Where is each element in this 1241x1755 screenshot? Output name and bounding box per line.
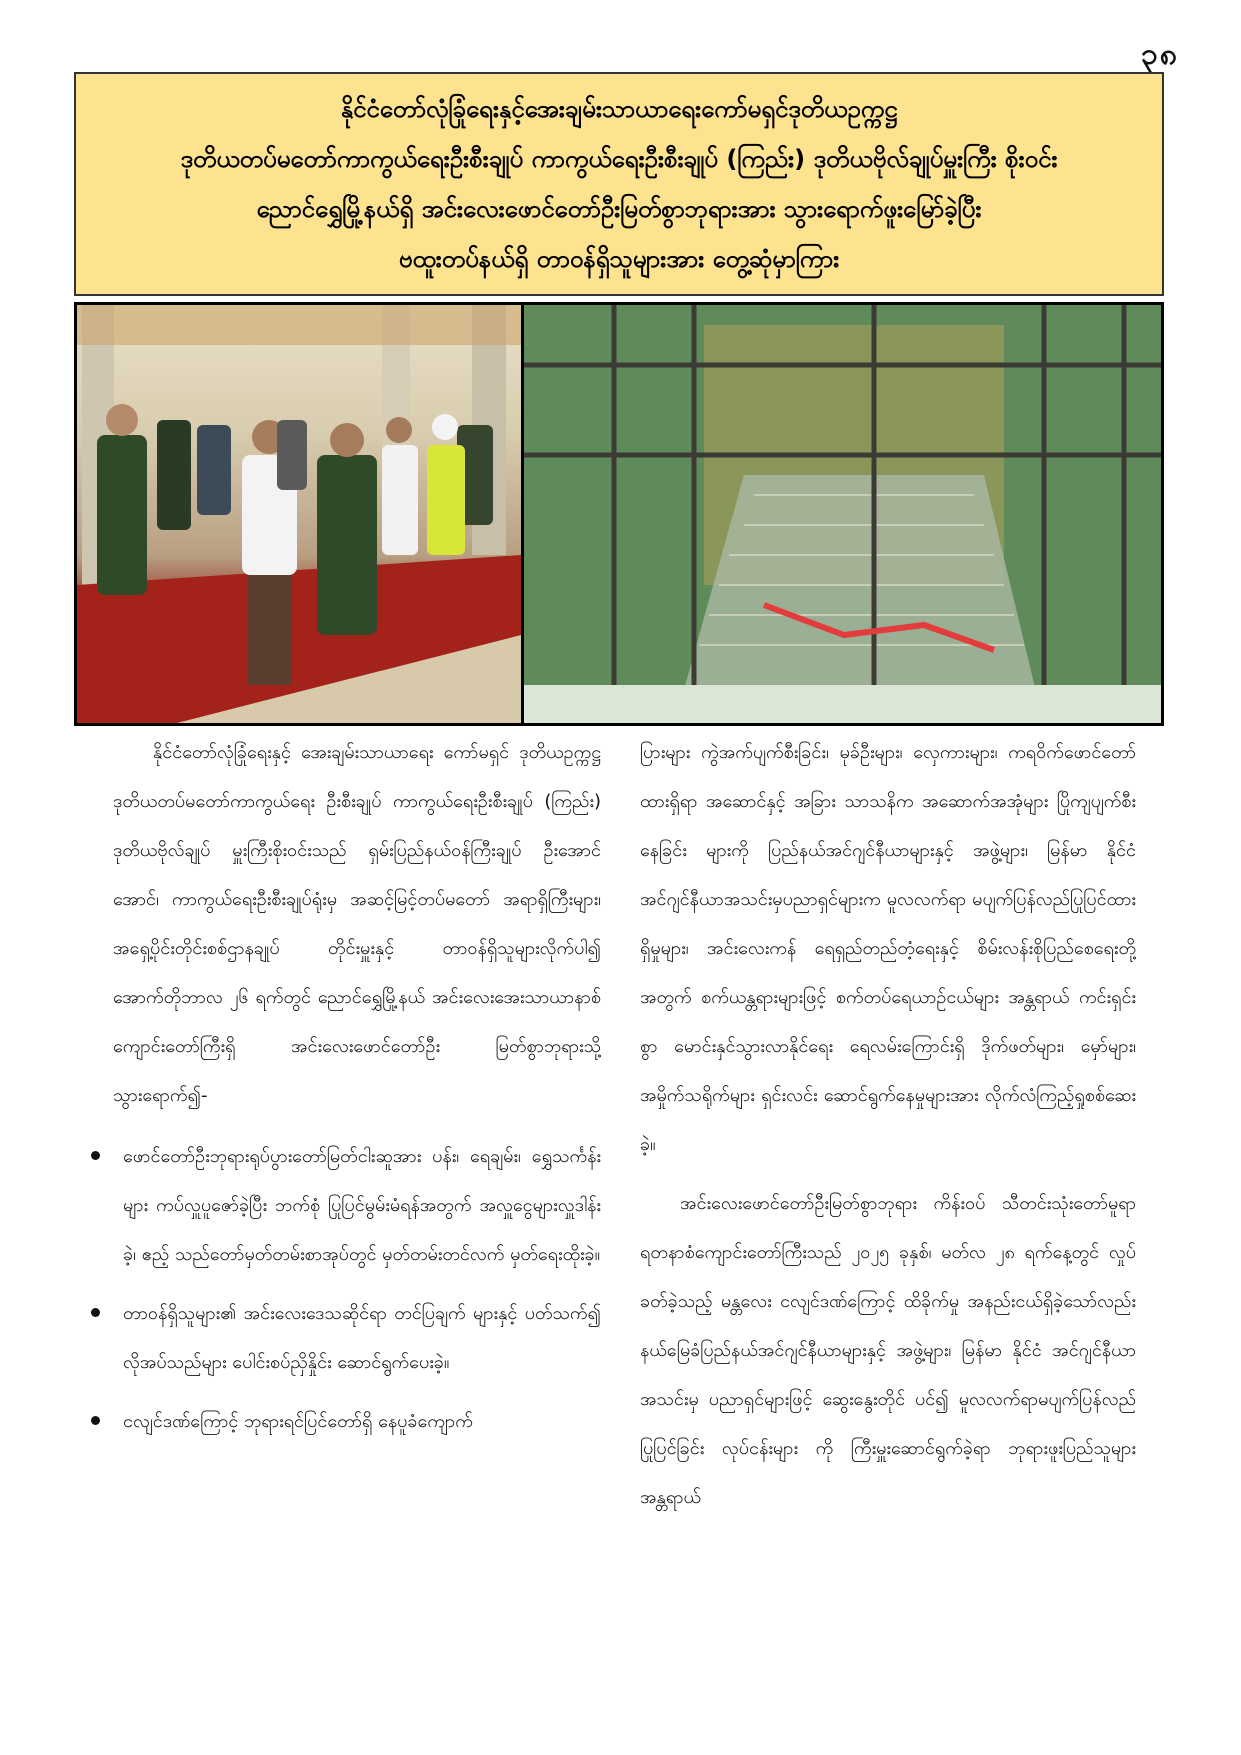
left-column	[113, 728, 601, 1456]
visit-delegation-photo	[77, 305, 524, 723]
right-column	[640, 728, 1136, 1522]
headline-box	[74, 72, 1164, 296]
photo-strip	[74, 302, 1164, 726]
bullet-item	[91, 1397, 601, 1446]
bullet-text: ငလျင်ဒဏ်ကြောင့် ဘုရားရင်ပြင်တော်ရှိ နေပူခံကျောက်	[123, 1411, 473, 1432]
headline-line-1: နိုင်ငံတော်လုံခြုံရေးနှင့်အေးချမ်းသာယာရေးကော်မရှင်ဒုတိယဥက္ကဋ္ဌ	[340, 95, 898, 123]
page-number: ၃၈	[1140, 37, 1179, 72]
intro-paragraph: နိုင်ငံတော်လုံခြုံရေးနှင့် အေးချမ်းသာယာရေး ကော်မရှင် ဒုတိယဥက္ကဋ္ဌ ဒုတိယတပ်မတော်ကာကွယ်ရေး ဦးစီးချုပ် ကာကွယ်ရေးဦးစီးချုပ် (ကြည်း) ဒုတိယဗိုလ်ချုပ် မှူးကြီးစိုးဝင်းသည် ရှမ်းပြည်နယ်ဝန်ကြီးချုပ် ဦးအောင် အောင်၊ ကာကွယ်ရေးဦးစီးချုပ်ရုံးမှ အဆင့်မြင့်တပ်မတော် အရာရှိကြီးများ၊ အရှေ့ပိုင်းတိုင်းစစ်ဌာနချုပ် တိုင်းမှူးနှင့် တာဝန်ရှိသူများလိုက်ပါ၍ အောက်တိုဘာလ ၂၆ ရက်တွင် ညောင်ရွှေမြို့နယ် အင်းလေးအေးသာယာနာစ်ကျောင်းတော်ကြီးရှိ အင်းလေးဖောင်တော်ဦး မြတ်စွာဘုရားသို့ သွားရောက်၍-	[113, 742, 601, 1106]
headline-line-3: ညောင်ရွှေမြို့နယ်ရှိ အင်းလေးဖောင်တော်ဦးမြတ်စွာဘုရားအား သွားရောက်ဖူးမြော်ခဲ့ပြီး	[256, 195, 982, 223]
pagoda-scaffolding-photo	[524, 305, 1161, 723]
headline-line-2: ဒုတိယတပ်မတော်ကာကွယ်ရေးဦးစီးချုပ် ကာကွယ်ရေးဦးစီးချုပ် (ကြည်း) ဒုတိယဗိုလ်ချုပ်မှူးကြီး စိုးဝင်း	[180, 145, 1058, 173]
bullet-item	[91, 1289, 601, 1387]
bullet-list	[113, 1132, 601, 1446]
history-paragraph: အင်းလေးဖောင်တော်ဦးမြတ်စွာဘုရား ကိန်းဝပ် သီတင်းသုံးတော်မူရာ ရတနာစံကျောင်းတော်ကြီးသည် ၂၀၂၅ ခုနှစ်၊ မတ်လ ၂၈ ရက်နေ့တွင် လှုပ်ခတ်ခဲ့သည့် မန္တလေး ငလျင်ဒဏ်ကြောင့် ထိခိုက်မှု အနည်းငယ်ရှိခဲ့သော်လည်း နယ်မြေခံပြည်နယ်အင်ဂျင်နီယာများနှင့် အဖွဲ့များ၊ မြန်မာ နိုင်ငံ အင်ဂျင်နီယာအသင်းမှ ပညာရှင်များဖြင့် ဆွေးနွေးတိုင် ပင်၍ မူလလက်ရာမပျက်ပြန်လည်ပြုပြင်ခြင်း လုပ်ငန်းများ ကို ကြီးမှူးဆောင်ရွက်ခဲ့ရာ ဘုရားဖူးပြည်သူများ အန္တရာယ်	[640, 1193, 1136, 1508]
headline-line-4: ဗထူးတပ်နယ်ရှိ တာဝန်ရှိသူများအား တွေ့ဆုံမှာကြား	[398, 245, 840, 273]
continued-paragraph: ပြားများ ကွဲအက်ပျက်စီးခြင်း၊ မုခ်ဦးများ၊ လှေကားများ၊ ကရဝိက်ဖောင်တော်ထားရှိရာ အဆောင်နှင့် အခြား သာသနိက အဆောက်အအုံများ ပြိုကျပျက်စီးနေခြင်း များကို ပြည်နယ်အင်ဂျင်နီယာများနှင့် အဖွဲ့များ၊ မြန်မာ နိုင်ငံ အင်ဂျင်နီယာအသင်းမှပညာရှင်များက မူလလက်ရာ မပျက်ပြန်လည်ပြုပြင်ထားရှိမှုများ၊ အင်းလေးကန် ရေရှည်တည်တံ့ရေးနှင့် စိမ်းလန်းစိုပြည်စေရေးတို့အတွက် စက်ယန္တရားများဖြင့် စက်တပ်ရေယာဉ်ငယ်များ အန္တရာယ် ကင်းရှင်းစွာ မောင်းနှင်သွားလာနိုင်ရေး ရေလမ်းကြောင်းရှိ ဒိုက်ဖတ်များ၊ မှော်များ၊ အမှိုက်သရိုက်များ ရှင်းလင်း ဆောင်ရွက်နေမှုများအား လိုက်လံကြည့်ရှုစစ်ဆေးခဲ့။	[640, 742, 1136, 1155]
bullet-text: ဖောင်တော်ဦးဘုရားရုပ်ပွားတော်မြတ်ငါးဆူအား ပန်း၊ ရေချမ်း၊ ရွှေသင်္ကန်းများ ကပ်လှူပူဇော်ခဲ့ပြီး ဘက်စုံ ပြုပြင်မွမ်းမံရန်အတွက် အလှူငွေများလှူဒါန်းခဲ့၊ ဧည့် သည်တော်မှတ်တမ်းစာအုပ်တွင် မှတ်တမ်းတင်လက် မှတ်ရေးထိုးခဲ့။	[123, 1146, 601, 1265]
bullet-text: တာဝန်ရှိသူများ၏ အင်းလေးဒေသဆိုင်ရာ တင်ပြချက် များနှင့် ပတ်သက်၍ လိုအပ်သည်များ ပေါင်းစပ်ညှိနှိုင်း ဆောင်ရွက်ပေးခဲ့။	[123, 1303, 601, 1373]
bullet-item	[91, 1132, 601, 1279]
